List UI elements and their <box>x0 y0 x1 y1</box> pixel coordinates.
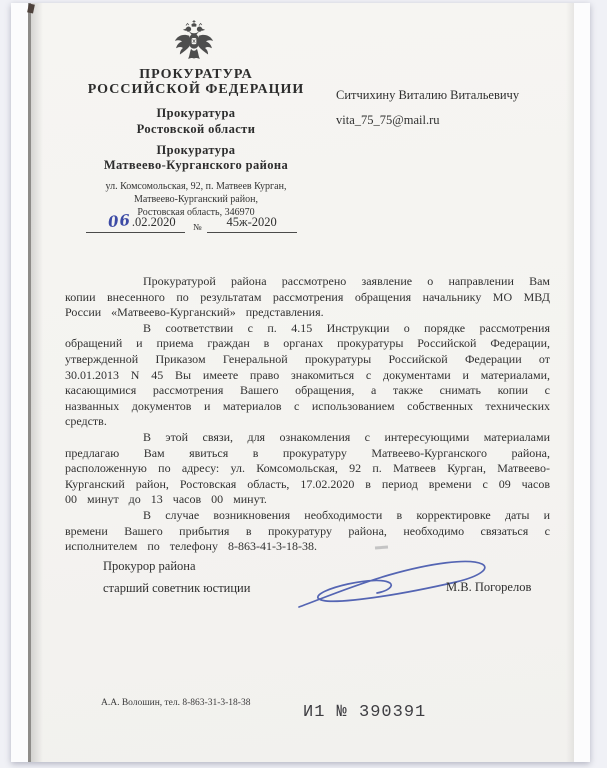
body-paragraph: В этой связи, для ознакомления с интересующими материалами предлагаю Вам явиться в прокуратуру Матвеево-Курганского района, расположенную по адресу: ул. Комсомольская, 92 п. Матвеев Курган, Матвеево-Курганский район, Ростовская область, 17.02.2020 в период времени с 09 часов 00 минут до 13 часов 00 минут. <box>65 429 550 507</box>
address-line2: Матвеево-Курганский район, <box>134 194 258 205</box>
date-number-line <box>86 212 297 233</box>
recipient-email: vita_75_75@mail.ru <box>336 112 440 127</box>
regional-office-line2: Ростовской области <box>136 121 256 136</box>
org-name <box>41 67 351 97</box>
district-office-line2: Матвеево-Курганского района <box>103 157 289 172</box>
date-field <box>86 212 185 233</box>
number-sign: № <box>193 222 202 232</box>
handwritten-date-day: 06 <box>107 210 132 232</box>
address-line3: Ростовская область, 346970 <box>137 207 255 218</box>
district-office-line1: Прокуратура <box>156 143 236 157</box>
recipient-name: Ситчихину Виталию Витальевичу <box>336 88 520 102</box>
scan-corner-artifact <box>27 3 35 13</box>
address-line1: ул. Комсомольская, 92, п. Матвеев Курган, <box>105 181 287 192</box>
body-paragraph: Прокуратурой района рассмотрено заявление о направлении Вам копии внесенного по результатам рассмотрения обращения начальнику МО МВД России «Матвеево-Курганский» представления. <box>65 274 550 320</box>
district-prosecutor-office <box>41 143 351 172</box>
org-name-line2: РОССИЙСКОЙ ФЕДЕРАЦИИ <box>87 82 305 97</box>
regional-office-line1: Прокуратура <box>156 106 236 120</box>
body-paragraph: В соответствии с п. 4.15 Инструкции о порядке рассмотрения обращений и приема граждан в органах прокуратуры Российской Федерации, утвержденной Приказом Генеральной прокуратуры Российской Федерации от 30.01.2013 N 45 Вы имеете право знакомиться с документами и материалами, касающимися рассмотрения Вашего обращения, а также снимать копии с названных документов и материалов с использованием собственных технических средств. <box>65 320 550 429</box>
outgoing-stamp-number: И1 № 390391 <box>303 703 427 722</box>
recipient-block <box>336 83 586 132</box>
letter-body <box>65 274 550 555</box>
typed-date: .02.2020 <box>131 215 176 229</box>
signer-post-line2: старший советник юстиции <box>103 581 251 595</box>
document-number: 45ж-2020 <box>207 215 297 233</box>
regional-prosecutor-office <box>41 106 351 137</box>
body-paragraph: В случае возникновения необходимости в корректировке даты и времени Вашего прибытия в прокуратуру района, необходимо связаться с исполнителем по телефону 8-863-41-3-18-38. <box>65 507 550 554</box>
signer-post-line1: Прокурор района <box>103 559 196 573</box>
scanned-letter-page <box>28 3 574 762</box>
org-name-line1: ПРОКУРАТУРА <box>139 67 253 82</box>
russian-coat-of-arms-icon <box>172 19 216 65</box>
executor-contact: А.А. Волошин, тел. 8-863-31-3-18-38 <box>101 698 251 708</box>
signer-name: М.В. Погорелов <box>446 580 532 594</box>
